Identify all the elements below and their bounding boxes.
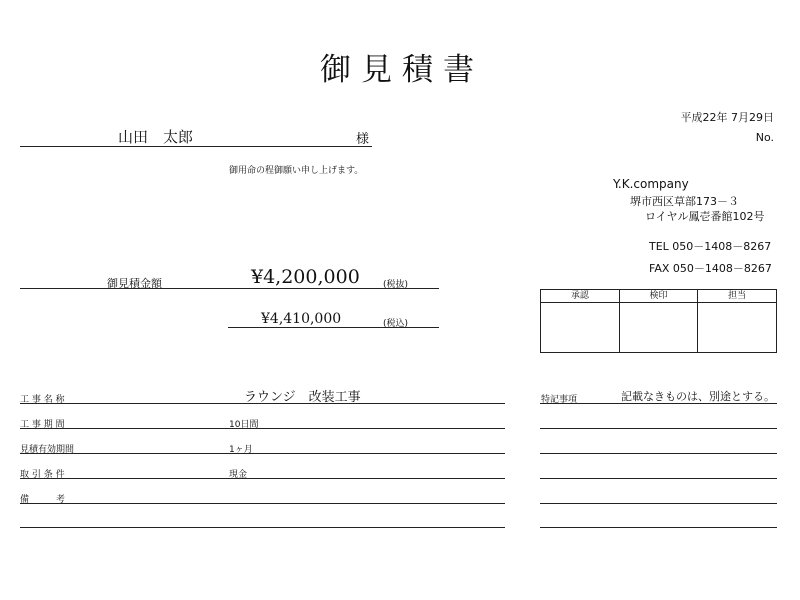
amount-incl-note: (税込): [383, 319, 409, 329]
special-notes-line-4: [540, 478, 777, 479]
detail-label-remarks: 備 考: [20, 495, 66, 505]
amount-incl-underline: [228, 327, 439, 328]
page-title: 御見積書: [320, 52, 484, 88]
detail-value-validity: 1ヶ月: [229, 445, 253, 455]
stamp-header-inspection: 検印: [619, 290, 698, 303]
customer-honorific: 様: [356, 132, 370, 147]
detail-value-terms: 現金: [229, 470, 248, 480]
stamp-cell-approval: [541, 303, 620, 353]
issue-date: 平成22年 7月29日: [680, 111, 774, 124]
special-notes-label: 特記事項: [541, 395, 578, 405]
detail-line-period: [20, 428, 505, 429]
detail-line-project-name: [20, 403, 505, 404]
detail-line-remarks: [20, 503, 505, 504]
special-notes-line-1: [540, 403, 777, 404]
special-notes-text: 記載なきものは、別途とする。: [621, 390, 775, 403]
stamp-header-approval: 承認: [541, 290, 620, 303]
company-address-1: 堺市西区草部173－３: [630, 195, 739, 208]
amount-underline: [20, 288, 439, 289]
amount-label: 御見積金額: [107, 277, 162, 290]
stamp-cell-inspection: [619, 303, 698, 353]
special-notes-line-6: [540, 527, 777, 528]
detail-value-period: 10日間: [229, 420, 259, 430]
detail-label-period: 工 事 期 間: [20, 420, 65, 430]
special-notes-line-2: [540, 428, 777, 429]
company-tel: TEL 050－1408－8267: [649, 240, 772, 253]
amount-excl-tax: ¥4,200,000: [251, 266, 360, 288]
company-address-2: ロイヤル鳳壱番館102号: [645, 210, 765, 223]
special-notes-line-3: [540, 453, 777, 454]
company-name: Y.K.company: [613, 177, 689, 191]
stamp-header-person: 担当: [698, 290, 777, 303]
detail-line-validity: [20, 453, 505, 454]
customer-name: 山田 太郎: [118, 128, 194, 146]
customer-underline: [20, 146, 372, 147]
estimate-number-label: No.: [755, 131, 774, 144]
detail-line-terms: [20, 478, 505, 479]
detail-line-remarks-extra: [20, 527, 505, 528]
detail-label-validity: 見積有効期間: [20, 445, 75, 455]
greeting-text: 御用命の程御願い申し上げます。: [229, 166, 364, 176]
approval-stamp-table: [540, 289, 777, 353]
amount-excl-note: (税抜): [383, 280, 409, 290]
stamp-cell-person: [698, 303, 777, 353]
company-fax: FAX 050－1408－8267: [649, 262, 772, 275]
detail-value-project-name: ラウンジ 改装工事: [244, 390, 361, 405]
detail-label-project-name: 工 事 名 称: [20, 395, 65, 405]
special-notes-line-5: [540, 503, 777, 504]
detail-label-terms: 取 引 条 件: [20, 470, 65, 480]
amount-incl-tax: ¥4,410,000: [261, 311, 342, 327]
